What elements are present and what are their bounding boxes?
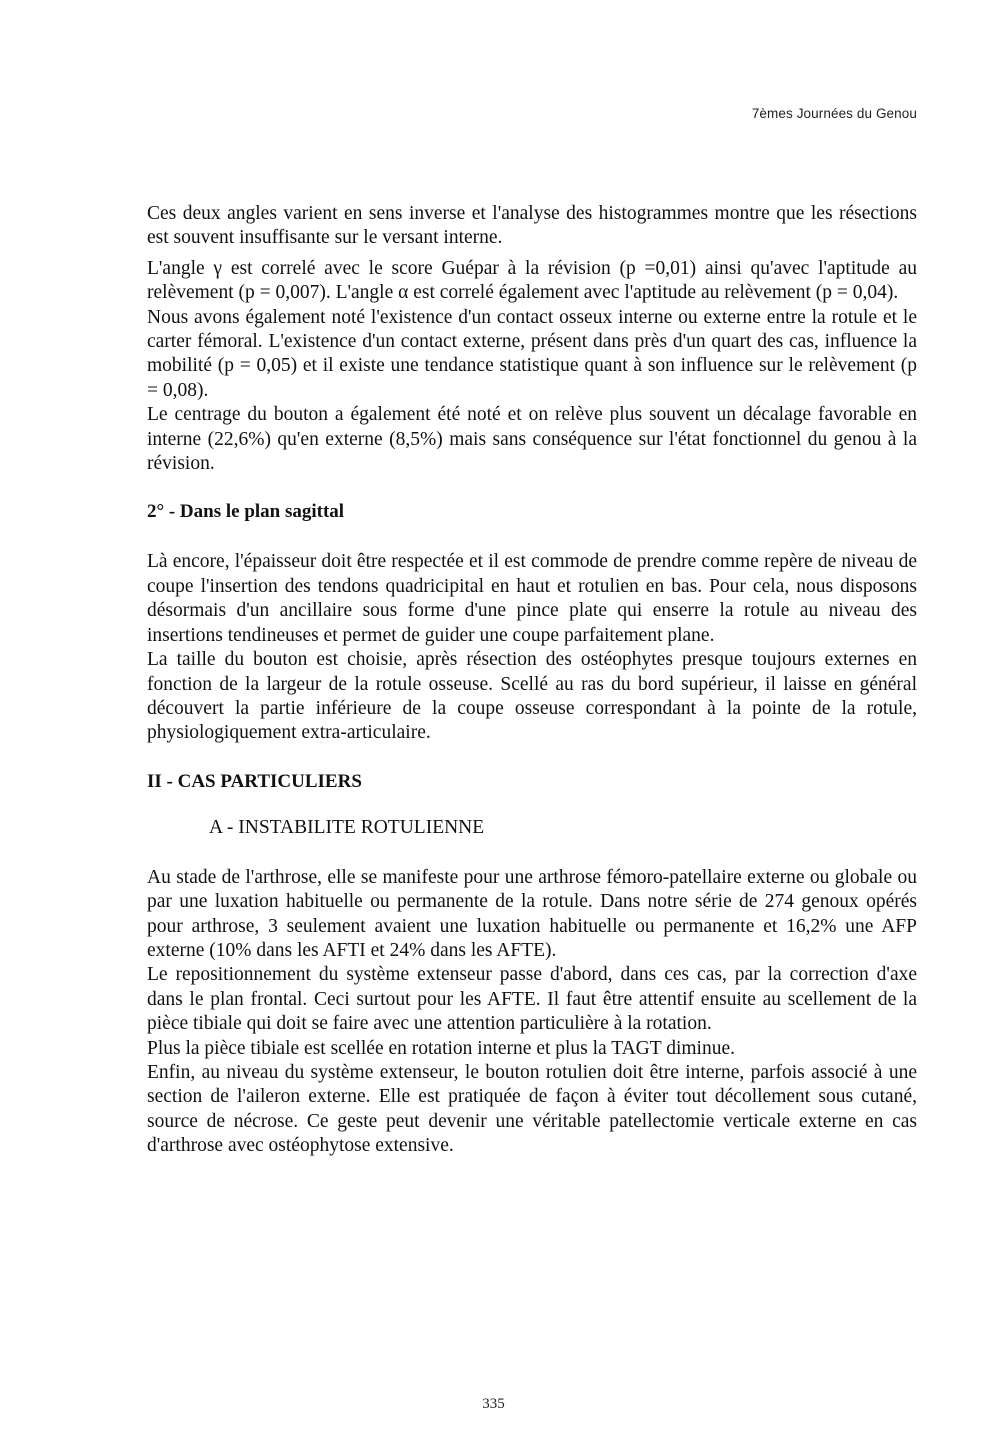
paragraph: Le repositionnement du système extenseur passe d'abord, dans ces cas, par la correction d'axe dans le plan frontal. Ceci surtout pour les AFTE. Il faut être attentif ensuite au scellement de la pièce tibiale qui doit se faire avec une attention particulière à la rotation. xyxy=(147,964,917,1035)
paragraph: La taille du bouton est choisie, après résection des ostéophytes presque toujours externes en fonction de la largeur de la rotule osseuse. Scellé au ras du bord supérieur, il laisse en général découvert la partie inférieure de la coupe osseuse correspondant à la pointe de la rotule, physiologiquement extra-articulaire. xyxy=(147,649,917,744)
paragraph: Nous avons également noté l'existence d'un contact osseux interne ou externe entre la rotule et le carter fémoral. L'existence d'un contact externe, présent dans près d'un quart des cas, influence la mobilité (p = 0,05) et il existe une tendance statistique quant à son influence sur le relèvement (p = 0,08). xyxy=(147,306,917,401)
paragraph: Enfin, au niveau du système extenseur, le bouton rotulien doit être interne, parfois associé à une section de l'aileron externe. Elle est pratiquée de façon à éviter tout décollement sous cutané, source de nécrose. Ce geste peut devenir une véritable patellectomie verticale externe en cas d'arthrose avec ostéophytose extensive. xyxy=(147,1061,917,1157)
running-header: 7èmes Journées du Genou xyxy=(751,106,917,121)
section-heading: II - CAS PARTICULIERS xyxy=(147,770,362,792)
section-heading: 2° - Dans le plan sagittal xyxy=(147,501,345,523)
page-number: 335 xyxy=(482,1396,505,1412)
paragraph: Au stade de l'arthrose, elle se manifeste pour une arthrose fémoro-patellaire externe ou globale ou par une luxation habituelle ou permanente de la rotule. Dans notre série de 274 genoux opérés pour arthrose, 3 seulement avaient une luxation habituelle ou permanente et 16,2% une AFP externe (10% dans les AFTI et 24% dans les AFTE). xyxy=(147,866,917,961)
page-body xyxy=(147,202,917,1159)
paragraph: L'angle γ est correlé avec le score Guépar à la révision (p =0,01) ainsi qu'avec l'aptitude au relèvement (p = 0,007). L'angle α est correlé également avec l'aptitude au relèvement (p = 0,04). xyxy=(147,257,917,304)
subsection-heading: A - INSTABILITE ROTULIENNE xyxy=(209,816,485,838)
paragraph: Ces deux angles varient en sens inverse et l'analyse des histogrammes montre que les résections est souvent insuffisante sur le versant interne. xyxy=(147,203,917,249)
paragraph: Le centrage du bouton a également été noté et on relève plus souvent un décalage favorable en interne (22,6%) qu'en externe (8,5%) mais sans conséquence sur l'état fonctionnel du genou à la révision. xyxy=(147,404,917,475)
paragraph: Plus la pièce tibiale est scellée en rotation interne et plus la TAGT diminue. xyxy=(147,1037,735,1059)
paragraph: Là encore, l'épaisseur doit être respectée et il est commode de prendre comme repère de niveau de coupe l'insertion des tendons quadricipital en haut et rotulien en bas. Pour cela, nous disposons désormais d'un ancillaire sous forme d'une pince plate qui enserre la rotule au niveau des insertions tendineuses et permet de guider une coupe parfaitement plane. xyxy=(147,551,917,646)
